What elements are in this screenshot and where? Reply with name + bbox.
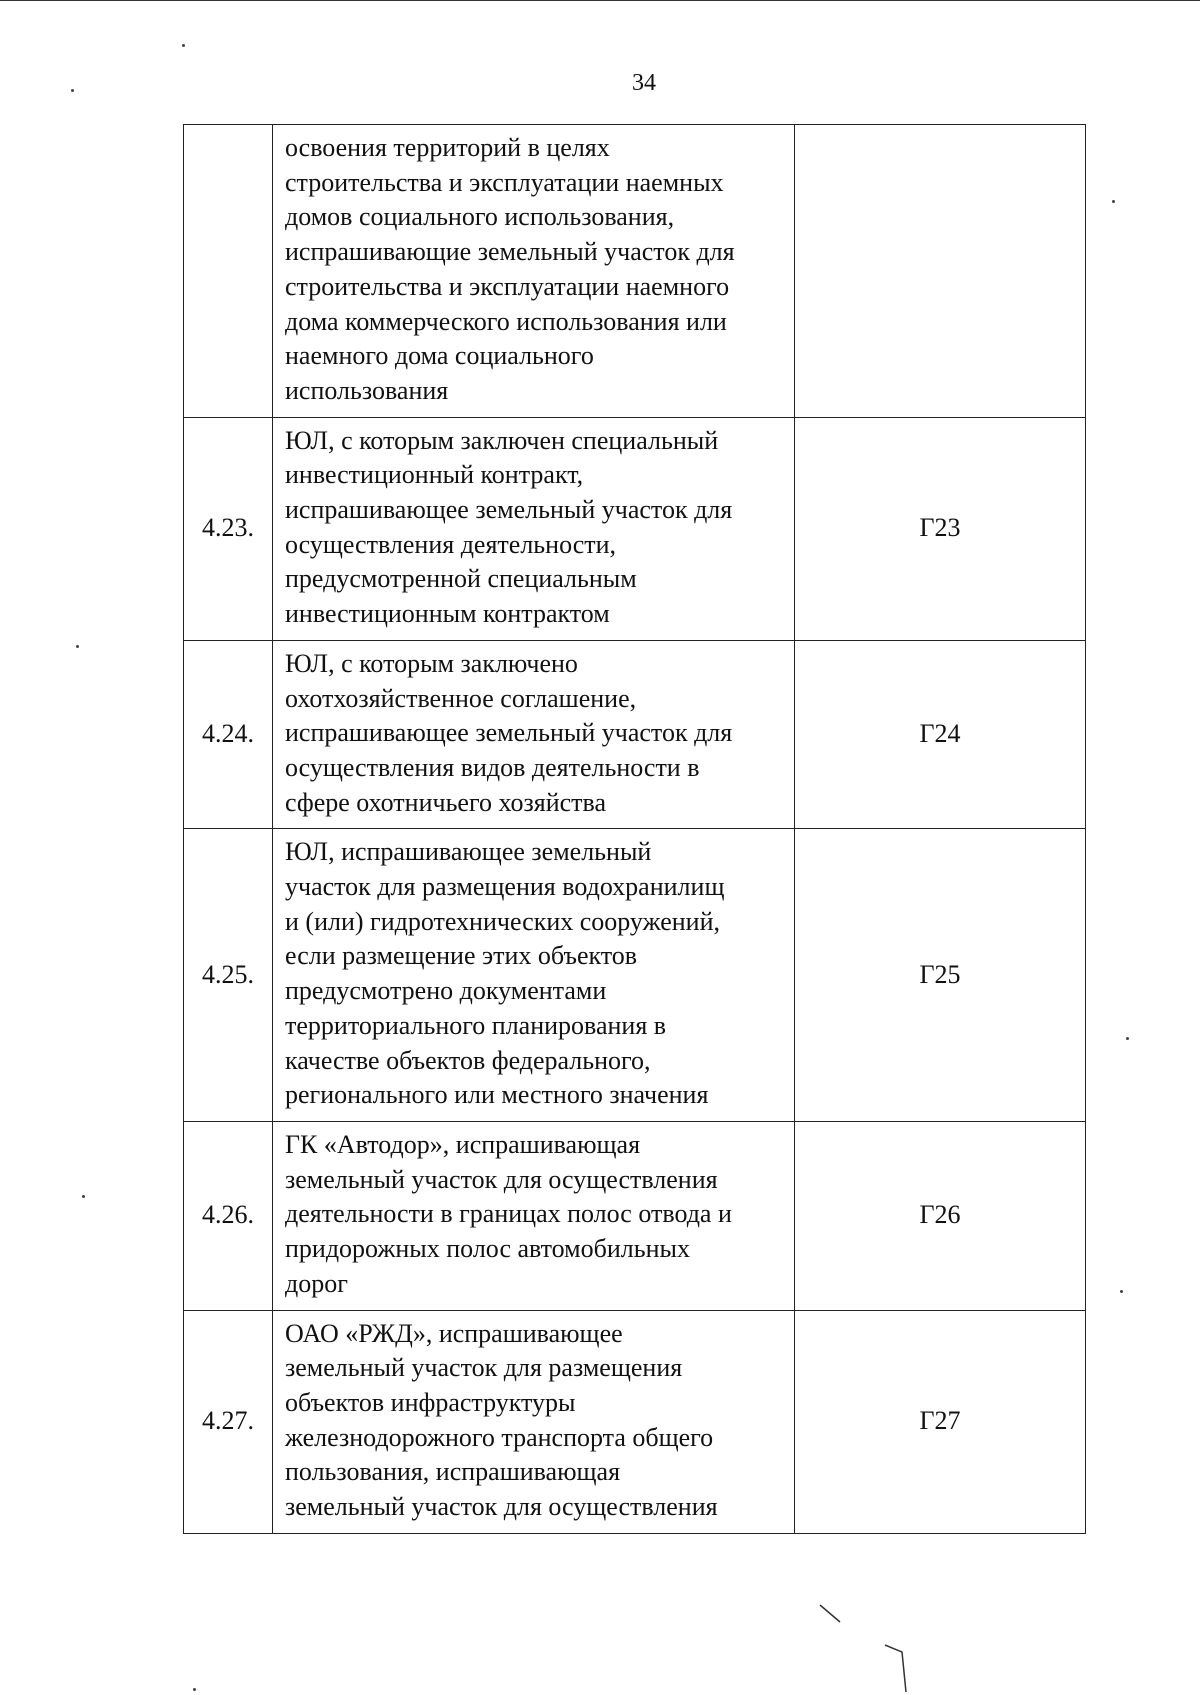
description-line: регионального или местного значения (285, 1080, 709, 1110)
description-line: дорог (285, 1268, 348, 1298)
description-line: ЮЛ, с которым заключено (285, 648, 578, 678)
row-code: Г24 (795, 640, 1086, 829)
description-line: земельный участок для размещения (285, 1353, 683, 1383)
scan-speck (71, 89, 74, 92)
row-description (273, 417, 795, 640)
description-line: осуществления видов деятельности в (285, 752, 700, 782)
row-description (273, 1310, 795, 1533)
row-code: Г25 (795, 829, 1086, 1122)
description-line: домов социального использования, (285, 202, 675, 232)
table-row (184, 1310, 1086, 1533)
row-description (273, 640, 795, 829)
row-number: 4.24. (184, 640, 273, 829)
description-line: участок для размещения водохранилищ (285, 872, 725, 902)
description-line: и (или) гидротехнических сооружений, (285, 906, 720, 936)
table-body (184, 125, 1086, 1534)
description-line: качестве объектов федерального, (285, 1045, 651, 1075)
row-description (273, 1121, 795, 1310)
description-line: предусмотрено документами (285, 976, 607, 1006)
row-description (273, 829, 795, 1122)
description-line: если размещение этих объектов (285, 941, 638, 971)
description-line: ОАО «РЖД», испрашивающее (285, 1318, 623, 1348)
row-number: 4.26. (184, 1121, 273, 1310)
description-line: наемного дома социального (285, 341, 594, 371)
scan-top-edge (0, 0, 1200, 1)
description-line: использования (285, 375, 449, 405)
description-line: осуществления деятельности, (285, 529, 617, 559)
description-line: придорожных полос автомобильных (285, 1234, 690, 1264)
description-line: дома коммерческого использования или (285, 306, 727, 336)
description-line: строительства и эксплуатации наемных (285, 167, 724, 197)
scan-speck (182, 44, 185, 47)
row-code: Г23 (795, 417, 1086, 640)
document-table (183, 124, 1086, 1534)
description-line: инвестиционный контракт, (285, 460, 584, 490)
scan-speck (1126, 1037, 1129, 1040)
scan-speck (76, 645, 79, 648)
description-line: испрашивающее земельный участок для (285, 495, 733, 525)
description-line: земельный участок для осуществления (285, 1164, 718, 1194)
description-line: охотхозяйственное соглашение, (285, 683, 637, 713)
scan-speck (1120, 1290, 1123, 1293)
table-row (184, 640, 1086, 829)
description-line: земельный участок для осуществления (285, 1492, 718, 1522)
description-line: ГК «Автодор», испрашивающая (285, 1129, 641, 1159)
page-number: 34 (632, 70, 656, 96)
scan-speck (82, 1195, 85, 1198)
description-line: железнодорожного транспорта общего (285, 1422, 714, 1452)
description-line: деятельности в границах полос отвода и (285, 1199, 732, 1229)
table-row (184, 417, 1086, 640)
scan-speck (193, 1688, 196, 1691)
table-row (184, 125, 1086, 418)
row-code: Г27 (795, 1310, 1086, 1533)
description-line: территориального планирования в (285, 1010, 667, 1040)
row-number: 4.25. (184, 829, 273, 1122)
description-line: ЮЛ, испрашивающее земельный (285, 837, 652, 867)
pen-mark (810, 1600, 930, 1695)
table-row (184, 829, 1086, 1122)
row-code (795, 125, 1086, 418)
scan-speck (1112, 200, 1115, 203)
description-line: предусмотренной специальным (285, 564, 637, 594)
row-number: 4.23. (184, 417, 273, 640)
description-line: инвестиционным контрактом (285, 599, 610, 629)
description-line: испрашивающее земельный участок для (285, 718, 733, 748)
row-code: Г26 (795, 1121, 1086, 1310)
row-number (184, 125, 273, 418)
description-line: объектов инфраструктуры (285, 1387, 576, 1417)
description-line: испрашивающие земельный участок для (285, 237, 735, 267)
description-line: ЮЛ, с которым заключен специальный (285, 425, 719, 455)
row-number: 4.27. (184, 1310, 273, 1533)
description-line: строительства и эксплуатации наемного (285, 271, 730, 301)
description-line: освоения территорий в целях (285, 133, 610, 162)
row-description (273, 125, 795, 418)
description-line: сфере охотничьего хозяйства (285, 787, 607, 817)
table-row (184, 1121, 1086, 1310)
description-line: пользования, испрашивающая (285, 1457, 621, 1487)
